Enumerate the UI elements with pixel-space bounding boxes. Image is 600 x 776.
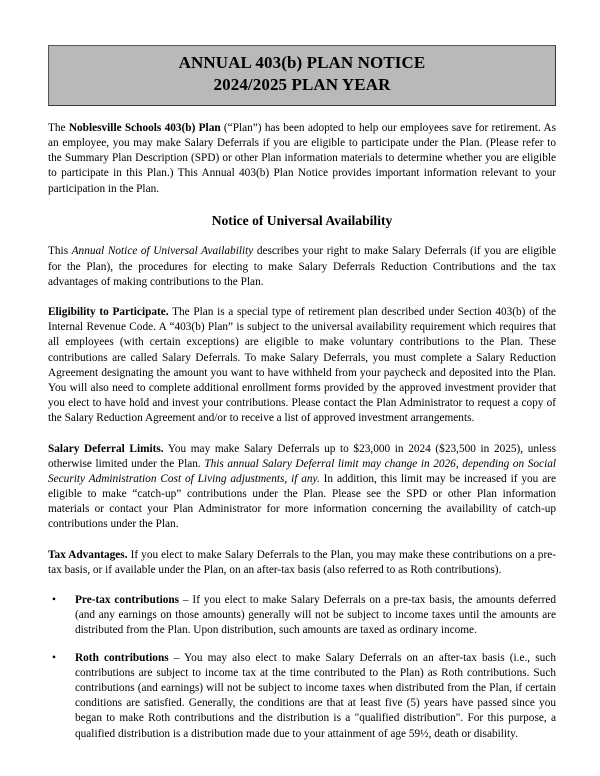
spacer (48, 290, 556, 305)
spacer (48, 578, 556, 593)
spacer (48, 639, 556, 651)
spacer (48, 229, 556, 244)
list-item-text (75, 593, 556, 639)
eligibility-paragraph (48, 305, 556, 427)
bullet-icon: • (52, 651, 56, 664)
bullet-body-pretax: – If you elect to make Salary Deferrals on a pre-tax basis, the amounts deferred (and any earnings on those amounts) generally will not be subject to income taxes until the amounts are distributed from the Plan. Upon distribution, such amounts are taxed as ordinary income. (75, 594, 556, 637)
tax-advantages-paragraph (48, 548, 556, 578)
spacer (48, 427, 556, 442)
tax-advantages-label: Tax Advantages. (48, 548, 128, 561)
bullet-icon: • (52, 594, 56, 607)
intro-body: (“Plan”) has been adopted to help our employees save for retirement. As an employee, you may make Salary Deferrals if you are eligible to participate under the Plan. (Please refer to the Summary Plan Description (SPD) or other Plan information materials to determine whether you are eligible to participate in this Plan.) This Annual 403(b) Plan Notice provides important information relevant to your participation in the Plan. (48, 121, 557, 195)
spacer (48, 106, 556, 121)
page-title-line-1: ANNUAL 403(b) PLAN NOTICE (178, 53, 426, 72)
spacer (48, 197, 556, 212)
deferral-limits-italic-note: This annual Salary Deferral limit may change in 2026, depending on Social Security Administration Cost of Living adjustments, if any. (48, 457, 556, 485)
page-title-line-2: 2024/2025 PLAN YEAR (213, 75, 391, 95)
tax-advantages-body: If you elect to make Salary Deferrals to the Plan, you may make these contributions on a pre-tax basis, or if available under the Plan, on an after-tax basis (also referred to as Roth contributions). (48, 548, 556, 576)
salary-deferral-limits-paragraph (48, 442, 556, 533)
document-title-banner (48, 45, 556, 106)
universal-availability-paragraph (48, 244, 556, 290)
list-item (48, 593, 556, 639)
intro-paragraph (48, 121, 556, 197)
deferral-limits-label: Salary Deferral Limits. (48, 442, 164, 455)
bullet-label-pretax: Pre-tax contributions (75, 594, 180, 607)
section-heading-universal-availability: Notice of Universal Availability (211, 212, 393, 228)
spacer (48, 533, 556, 548)
document-content (48, 0, 556, 742)
eligibility-body: The Plan is a special type of retirement plan described under Section 403(b) of the Internal Revenue Code. A “403(b) Plan” is subject to the universal availability requirement which requires that all employees (with certain exceptions) are eligible to make voluntary contributions to the Plan. These contributions are called Salary Deferrals. To make Salary Deferrals, you must complete a Salary Reduction Agreement designating the amount you want to have withheld from your paycheck and deposited into the Plan. You will also need to complete additional enrollment forms provided by the approved investment provider that you elect to have hold and invest your contributions. Please contact the Plan Administrator to request a copy of the Salary Reduction Agreement and/or to receive a list of approved investment arrangements. (48, 306, 557, 425)
ua-rest: describes your right to make Salary Deferrals (if you are eligible for the Plan), the procedures for electing to make Salary Deferrals Reduction Contributions and the tax advantages of making contributions to the Plan. (48, 245, 556, 288)
deferral-limits-body-1: You may make Salary Deferrals up to $23,000 in 2024 ($23,500 in 2025), unless otherwise limited under the Plan. (48, 442, 556, 470)
bullet-body-roth: – You may also elect to make Salary Deferrals on an after-tax basis (i.e., such contributions are subject to income tax at the time contributed to the Plan) as Roth contributions. Such contributions (and earnings) will not be subject to income taxes when distributed from the Plan, if certain conditions are satisfied. Generally, the conditions are that at least five (5) years have passed since you began to make Roth contributions and the distribution is a "qualified distribution". For this purpose, a qualified distribution is a distribution made due to your attainment of age 59½, death or disability. (75, 651, 556, 740)
list-item (48, 651, 556, 742)
list-item-text (75, 651, 556, 742)
intro-lead: The (48, 121, 69, 134)
ua-notice-title: Annual Notice of Universal Availability (71, 245, 254, 258)
ua-lead: This (48, 245, 72, 258)
plan-name: Noblesville Schools 403(b) Plan (68, 121, 221, 134)
bullet-label-roth: Roth contributions (75, 651, 169, 664)
deferral-limits-body-2: In addition, this limit may be increased if you are eligible to make “catch-up” contributions under the Plan. Please see the SPD or other Plan information materials or contact your Plan Administrator for more information concerning the availability of catch-up contributions under the Plan. (48, 472, 556, 531)
eligibility-label: Eligibility to Participate. (48, 306, 169, 319)
